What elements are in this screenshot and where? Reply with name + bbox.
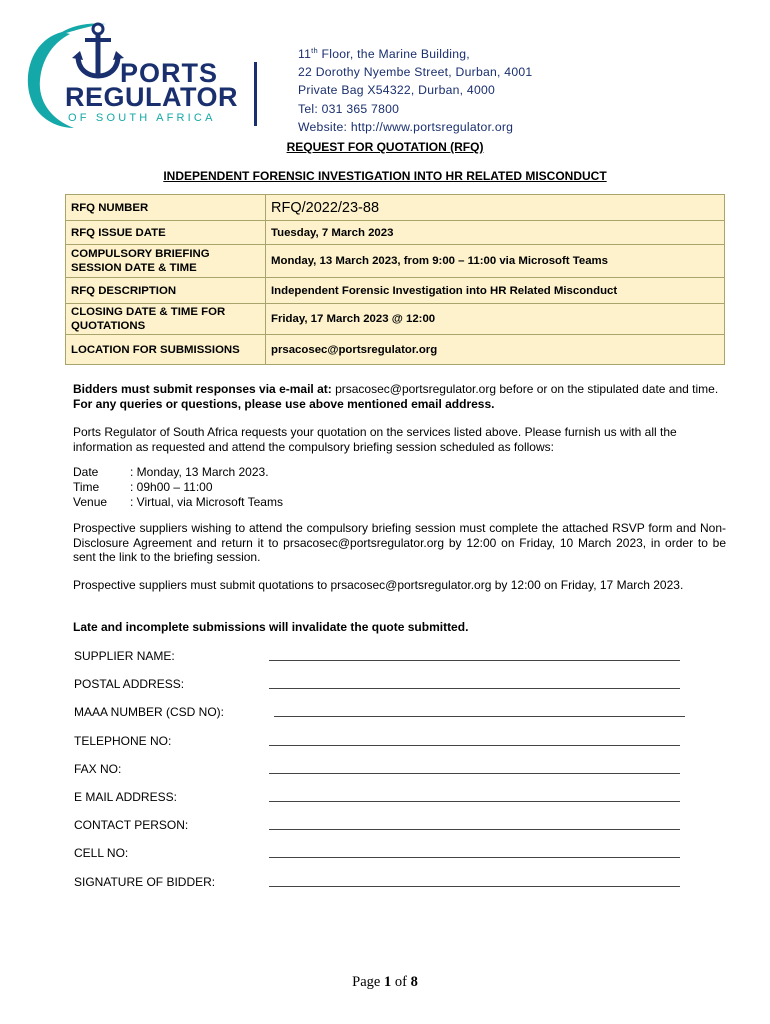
field-blank-line[interactable] <box>269 773 680 774</box>
submission-location-value[interactable]: prsacosec@portsregulator.org <box>266 335 725 365</box>
document-subtitle: INDEPENDENT FORENSIC INVESTIGATION INTO HR RELATED MISCONDUCT <box>163 169 607 183</box>
closing-date-label: CLOSING DATE & TIME FOR QUOTATIONS <box>66 304 266 335</box>
address-line-3: Private Bag X54322, Durban, 4000 <box>298 83 496 98</box>
ports-regulator-logo <box>22 18 262 133</box>
intro-paragraph: Ports Regulator of South Africa requests your quotation on the services listed above. Please furnish us with all the information as requested and attend the compulsory briefing session scheduled as follows: <box>73 425 677 454</box>
logo-divider <box>254 62 257 126</box>
field-label: SIGNATURE OF BIDDER: <box>74 874 216 889</box>
field-blank-line[interactable] <box>269 857 680 858</box>
logo-regulator: REGULATOR <box>65 82 238 112</box>
bidders-instruction: Bidders must submit responses via e-mail at: prsacosec@portsregulator.org before or on the stipulated date and time. For any queries or questions, please use above mentioned email address. <box>73 382 719 411</box>
table-row <box>66 245 725 278</box>
postal-address-field[interactable] <box>73 674 693 702</box>
supplier-name-field[interactable] <box>73 646 693 674</box>
contact-person-field[interactable] <box>73 815 693 843</box>
submission-location-label: LOCATION FOR SUBMISSIONS <box>66 335 266 365</box>
rfq-issue-date-label: RFQ ISSUE DATE <box>66 221 266 245</box>
rfq-number-label: RFQ NUMBER <box>66 195 266 221</box>
table-row <box>66 195 725 221</box>
briefing-session-value: Monday, 13 March 2023, from 9:00 – 11:00 via Microsoft Teams <box>266 245 725 278</box>
logo-ports: PORTS <box>120 58 219 88</box>
rfq-description-label: RFQ DESCRIPTION <box>66 278 266 304</box>
field-blank-line[interactable] <box>269 886 680 887</box>
field-label: TELEPHONE NO: <box>74 733 172 748</box>
logo-of-south-africa: OF SOUTH AFRICA <box>68 112 216 124</box>
table-row <box>66 221 725 245</box>
table-row <box>66 304 725 335</box>
field-label: POSTAL ADDRESS: <box>74 677 185 692</box>
briefing-schedule <box>73 465 283 509</box>
cell-number-field[interactable] <box>73 843 693 871</box>
schedule-date-row: Date : Monday, 13 March 2023. <box>73 465 269 479</box>
document-title: REQUEST FOR QUOTATION (RFQ) <box>286 140 484 154</box>
bidder-signature-field[interactable] <box>73 872 693 900</box>
field-label: FAX NO: <box>74 761 122 776</box>
rfq-issue-date-value: Tuesday, 7 March 2023 <box>266 221 725 245</box>
address-line-2: 22 Dorothy Nyembe Street, Durban, 4001 <box>298 65 533 80</box>
field-label: E MAIL ADDRESS: <box>74 789 177 804</box>
fax-field[interactable] <box>73 759 693 787</box>
field-blank-line[interactable] <box>269 660 680 661</box>
briefing-session-label: COMPULSORY BRIEFING SESSION DATE & TIME <box>66 245 266 278</box>
table-row <box>66 278 725 304</box>
email-address-field[interactable] <box>73 787 693 815</box>
field-label: SUPPLIER NAME: <box>74 649 175 663</box>
table-row <box>66 335 725 365</box>
address-line-1: 11th Floor, the Marine Building, <box>298 46 470 61</box>
schedule-venue-row: Venue : Virtual, via Microsoft Teams <box>73 494 283 509</box>
maaa-number-field[interactable] <box>73 702 693 730</box>
page-number: Page 1 of 8 <box>352 974 418 990</box>
briefing-rsvp-paragraph: Prospective suppliers wishing to attend the compulsory briefing session must complete the attached RSVP form and Non-Disclosure Agreement and return it to prsacosec@portsregulator.org by 12:00 on Friday, 10 March 2023, in order to be sent the link to the briefing session. <box>73 521 726 565</box>
schedule-time-row: Time : 09h00 – 11:00 <box>73 479 213 494</box>
address-website[interactable]: Website: http://www.portsregulator.org <box>298 119 514 134</box>
field-blank-line[interactable] <box>269 829 680 830</box>
quotation-submission-paragraph: Prospective suppliers must submit quotations to prsacosec@portsregulator.org by 12:00 on Friday, 17 March 2023. <box>73 578 684 592</box>
address-block <box>298 42 532 136</box>
field-blank-line[interactable] <box>274 716 685 717</box>
field-label: MAAA NUMBER (CSD NO): <box>74 705 225 720</box>
field-blank-line[interactable] <box>269 688 680 689</box>
supplier-details-form <box>73 646 693 900</box>
rfq-description-value: Independent Forensic Investigation into HR Related Misconduct <box>266 278 725 304</box>
field-blank-line[interactable] <box>269 801 680 802</box>
late-submission-notice: Late and incomplete submissions will invalidate the quote submitted. <box>73 620 469 634</box>
field-label: CELL NO: <box>74 846 129 861</box>
rfq-details-table <box>65 194 725 365</box>
telephone-field[interactable] <box>73 731 693 759</box>
closing-date-value: Friday, 17 March 2023 @ 12:00 <box>266 304 725 335</box>
rfq-number-value: RFQ/2022/23-88 <box>266 195 725 221</box>
address-telephone: Tel: 031 365 7800 <box>298 101 400 116</box>
field-label: CONTACT PERSON: <box>74 818 189 833</box>
field-blank-line[interactable] <box>269 745 680 746</box>
